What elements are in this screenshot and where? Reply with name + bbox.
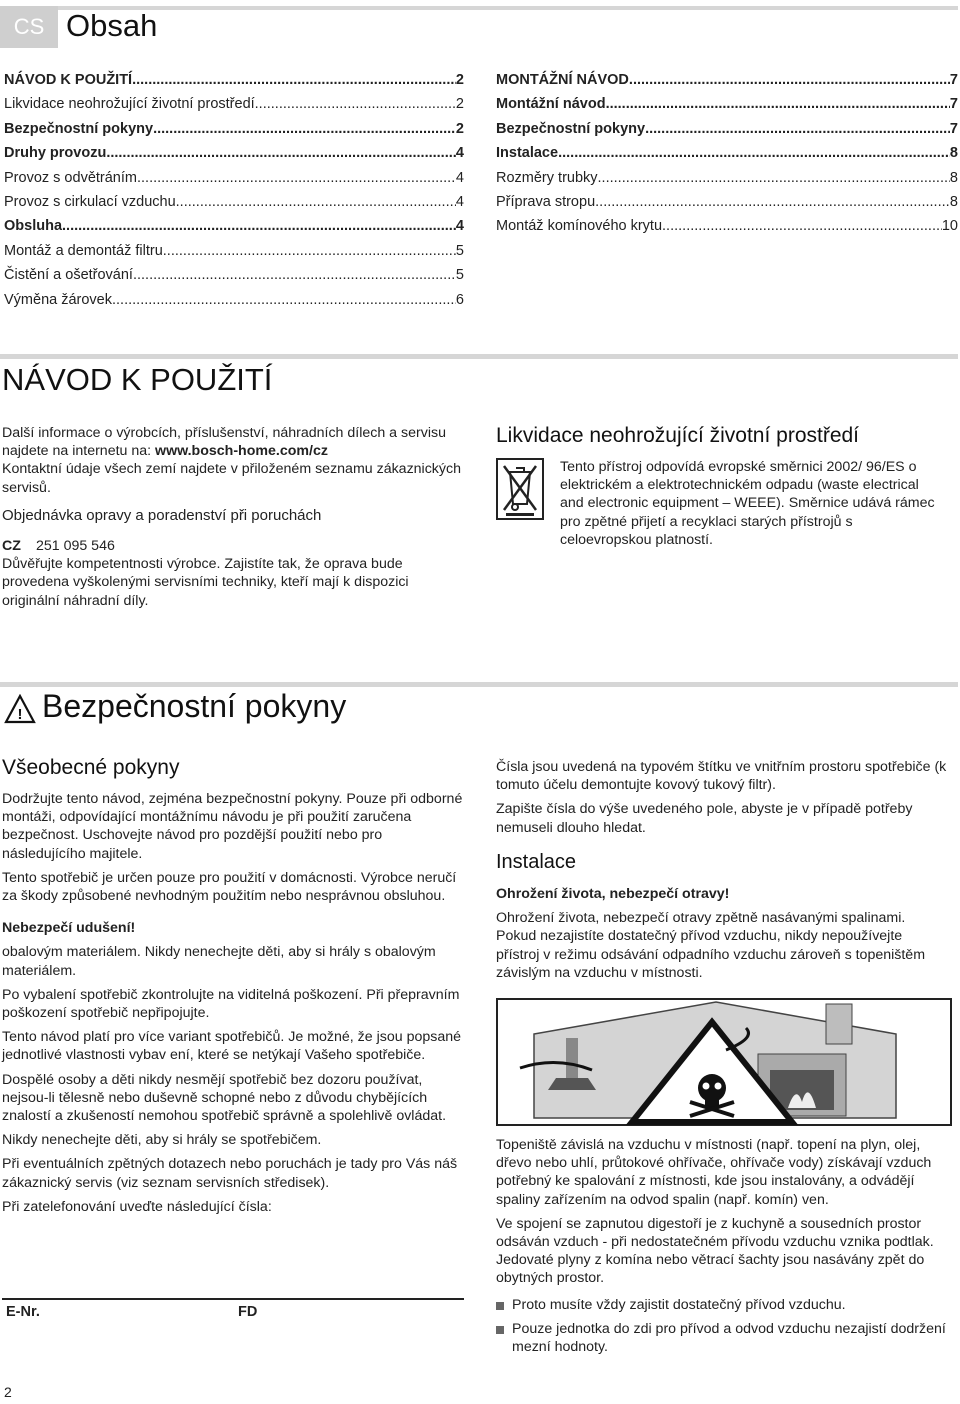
toc-entry-label: Montáž komínového krytu — [496, 218, 663, 235]
safety-left-column — [2, 790, 464, 1216]
toc-entry-page: 5 — [455, 267, 464, 284]
safety-p2: Tento spotřebič je určen pouze pro použití v domácnosti. Výrobce neručí za škody způsobené nevhodným použitím nebo nesprávnou obsluhou. — [2, 869, 457, 905]
air-supply-list — [496, 1296, 952, 1357]
safety-p5: Tento návod platí pro více variant spotřebičů. Je možné, že jsou popsané jednotlivé vlastnosti vybav ení, které se netýkají Vašeho spotřebiče. — [2, 1029, 462, 1064]
toc-leader-dots — [629, 68, 950, 92]
toc-leader-dots — [62, 214, 456, 238]
toc-entry[interactable] — [4, 190, 464, 214]
toc-entry[interactable] — [496, 92, 958, 116]
toc-entry[interactable] — [4, 214, 464, 238]
safety-r-p2: Zapište čísla do výše uvedeného pole, abyste je v případě potřeby nemuseli dlouho hledat. — [496, 801, 913, 836]
toc-entry-label: Rozměry trubky — [496, 169, 598, 186]
safety-r-p3: Ohrožení života, nebezpečí otravy zpětně nasávanými spalinami. Pokud nezajistíte dostatečný přívod vzduchu, nikdy nepoužívejte přístroj v režimu odsávání odpadního vzduchu zároveň s topeništěm závislým na vzduchu v místnosti. — [496, 910, 926, 981]
toc-leader-dots — [598, 166, 950, 190]
toc-leader-dots — [606, 92, 950, 116]
toc-entry-page: 8 — [949, 145, 958, 162]
toc-entry-label: Obsluha — [4, 218, 63, 235]
toc-entry-page: 2 — [455, 96, 464, 113]
toc-entry-page: 4 — [455, 194, 464, 211]
general-heading: Všeobecné pokyny — [2, 756, 180, 779]
toc-entry-page: 7 — [949, 96, 958, 113]
page-number: 2 — [4, 1384, 12, 1400]
website-link[interactable]: www.bosch-home.com/cz — [155, 443, 328, 460]
toc-entry-label: Čistění a ošetřování — [4, 267, 133, 284]
toc-entry[interactable] — [4, 239, 464, 263]
trust-text: Důvěřujte kompetentnosti výrobce. Zajistíte tak, že oprava bude provedena vyškolenými servisními techniky, kteří mají k dispozici originální náhradní díly. — [2, 556, 409, 609]
fd-label: FD — [238, 1304, 258, 1320]
toc-entry-label: MONTÁŽNÍ NÁVOD — [496, 72, 629, 88]
toc-leader-dots — [662, 214, 942, 238]
toc-leader-dots — [132, 68, 456, 92]
contacts-text: Kontaktní údaje všech zemí najdete v přiloženém seznamu zákaznických servisů. — [2, 461, 461, 496]
safety-right-column — [496, 758, 948, 982]
safety-r-p1: Čísla jsou uvedená na typovém štítku ve vnitřním prostoru spotřebiče (k tomuto účelu demontujte kovový tukový filtr). — [496, 759, 947, 794]
enr-label: E-Nr. — [6, 1304, 40, 1320]
toc-entry-page: 2 — [455, 72, 464, 88]
safety-r-p4: Topeniště závislá na vzduchu v místnosti (např. topení na plyn, olej, dřevo nebo uhlí, průtokové ohřívače, ohřívače vody) získávají vzduch potřebný ke spalování z místnosti, kde jsou instalovány, a odvádějí spaliny zařízením na odvod spalin (např. komín) ven. — [496, 1137, 932, 1208]
toc-entry-label: Bezpečnostní pokyny — [496, 120, 646, 137]
toc-entry[interactable] — [496, 190, 958, 214]
toc-entry-page: 4 — [455, 218, 464, 235]
toc-entry-page: 8 — [949, 169, 958, 186]
toc-entry-page: 4 — [455, 169, 464, 186]
toc-entry-label: Montáž a demontáž filtru — [4, 242, 163, 259]
warning-triangle-icon — [4, 694, 36, 724]
toc-entry-label: NÁVOD K POUŽITÍ — [4, 72, 133, 88]
toc-entry-page: 5 — [455, 242, 464, 259]
toc-entry-page: 7 — [949, 72, 958, 88]
info-text: Další informace o výrobcích, příslušenství, náhradních dílech a servisu najdete na internetu na: www.bosch-home.com/cz — [2, 425, 446, 460]
toc-entry-page: 6 — [455, 291, 464, 308]
toc-entry[interactable] — [4, 141, 464, 165]
safety-p7: Nikdy nenechejte děti, aby si hrály se spotřebičem. — [2, 1132, 322, 1149]
toc-entry[interactable] — [4, 68, 464, 92]
toc-leader-dots — [595, 190, 950, 214]
hazard-illustration — [496, 998, 952, 1126]
toc-leader-dots — [112, 288, 456, 312]
toc-entry[interactable] — [4, 166, 464, 190]
toc-entry[interactable] — [4, 288, 464, 312]
toc-leader-dots — [558, 141, 950, 165]
likvidace-heading: Likvidace neohrožující životní prostředí — [496, 424, 860, 447]
toc-entry[interactable] — [496, 68, 958, 92]
likvidace-text: Tento přístroj odpovídá evropské směrnici 2002/ 96/ES o elektrickém a elektrotechnickém odpadu (waste electrical and electronic equipment – WEEE). Směrnice udává rámec pro zpětné přijetí a recyklaci starých přístrojů s celoevropskou platností. — [560, 459, 935, 548]
suffocation-warning: Nebezpečí udušení! — [2, 920, 136, 937]
toc-leader-dots — [153, 117, 456, 141]
safety-p1: Dodržujte tento návod, zejména bezpečnostní pokyny. Pouze při odborné montáži, odpovídající montážnímu návodu je při použití zaručena bezpečnost. Uschovejte návod pro pozdější použití nebo pro následujícího majitele. — [2, 791, 463, 862]
phone-line — [2, 537, 464, 555]
toc-leader-dots — [255, 92, 456, 116]
toc-entry[interactable] — [4, 117, 464, 141]
toc-entry[interactable] — [4, 263, 464, 287]
safety-p9: Při zatelefonování uveďte následující čísla: — [2, 1198, 272, 1215]
toc-leader-dots — [137, 166, 456, 190]
safety-right-lower — [496, 1136, 952, 1356]
toc-entry-page: 7 — [949, 120, 958, 137]
page-title: Obsah — [66, 8, 158, 43]
safety-p4: Po vybalení spotřebič zkontrolujte na viditelná poškození. Při přepravním poškození spotřebič nepřipojujte. — [2, 986, 460, 1022]
navod-heading: NÁVOD K POUŽITÍ — [2, 362, 273, 397]
toc-entry-label: Instalace — [496, 145, 559, 162]
safety-p3: obalovým materiálem. Nikdy nenechejte děti, aby si hrály s obalovým materiálem. — [2, 944, 436, 979]
toc-entry-label: Výměna žárovek — [4, 291, 112, 308]
toc-entry-page: 4 — [455, 145, 464, 162]
svg-text:!: ! — [17, 706, 23, 723]
toc-leader-dots — [645, 117, 950, 141]
toc-entry-label: Montážní návod — [496, 96, 606, 113]
safety-p6: Dospělé osoby a děti nikdy nesmějí spotřebič bez dozoru používat, nejsou-li tělesně nebo duševně schopné nebo z důvodu chybějících znalostí a zkušeností nemohou spotřebič správně a spolehlivě ovládat. — [2, 1071, 447, 1125]
safety-r-p5: Ve spojení se zapnutou digestoří je z kuchyně a sousedních prostor odsáván vzduch - při nedostatečném přívodu vzduchu vznika podtlak. Jedovaté plyny z komína nebo větrací šachty jsou nasávány zpět do obytných prostor. — [496, 1215, 934, 1287]
enr-fd-box — [2, 1298, 464, 1330]
toc-entry-page: 8 — [949, 194, 958, 211]
toc-entry-label: Druhy provozu — [4, 145, 107, 162]
toc-entry-page: 2 — [455, 120, 464, 137]
section-rule-safety — [0, 682, 958, 687]
toc-entry[interactable] — [496, 166, 958, 190]
country-code: CZ — [2, 538, 21, 555]
list-item: Pouze jednotka do zdi pro přívod a odvod vzduchu nezajistí dodržení mezní hodnoty. — [496, 1320, 952, 1356]
toc-leader-dots — [163, 239, 456, 263]
toc-right — [496, 68, 958, 239]
poison-warning: Ohrožení života, nebezpečí otravy! — [496, 886, 730, 903]
section-rule-navod — [0, 354, 958, 359]
navod-column — [2, 424, 464, 610]
toc-entry-label: Provoz s cirkulací vzduchu — [4, 194, 176, 211]
list-item: Proto musíte vždy zajistit dostatečný přívod vzduchu. — [496, 1296, 952, 1314]
toc-leader-dots — [133, 263, 456, 287]
toc-entry-label: Příprava stropu — [496, 194, 596, 211]
toc-entry-label: Likvidace neohrožující životní prostředí — [4, 96, 255, 113]
toc-entry[interactable] — [496, 117, 958, 141]
toc-entry[interactable] — [496, 214, 958, 238]
toc-entry[interactable] — [496, 141, 958, 165]
instalace-heading: Instalace — [496, 850, 577, 873]
repair-heading: Objednávka opravy a poradenství při poruchách — [2, 506, 322, 524]
weee-bin-icon — [496, 458, 544, 520]
service-phone: 251 095 546 — [35, 538, 115, 555]
toc-entry-page: 10 — [941, 218, 958, 235]
toc-entry-label: Bezpečnostní pokyny — [4, 120, 154, 137]
toc-entry[interactable] — [4, 92, 464, 116]
safety-p8: Při eventuálních zpětných dotazech nebo poruchách je tady pro Vás náš zákaznický servis (viz seznam servisních středisek). — [2, 1156, 458, 1191]
toc-left — [4, 68, 464, 312]
toc-entry-label: Provoz s odvětráním — [4, 169, 137, 186]
safety-heading: Bezpečnostní pokyny — [42, 688, 347, 724]
toc-leader-dots — [176, 190, 456, 214]
toc-leader-dots — [106, 141, 456, 165]
language-badge: CS — [0, 6, 58, 48]
